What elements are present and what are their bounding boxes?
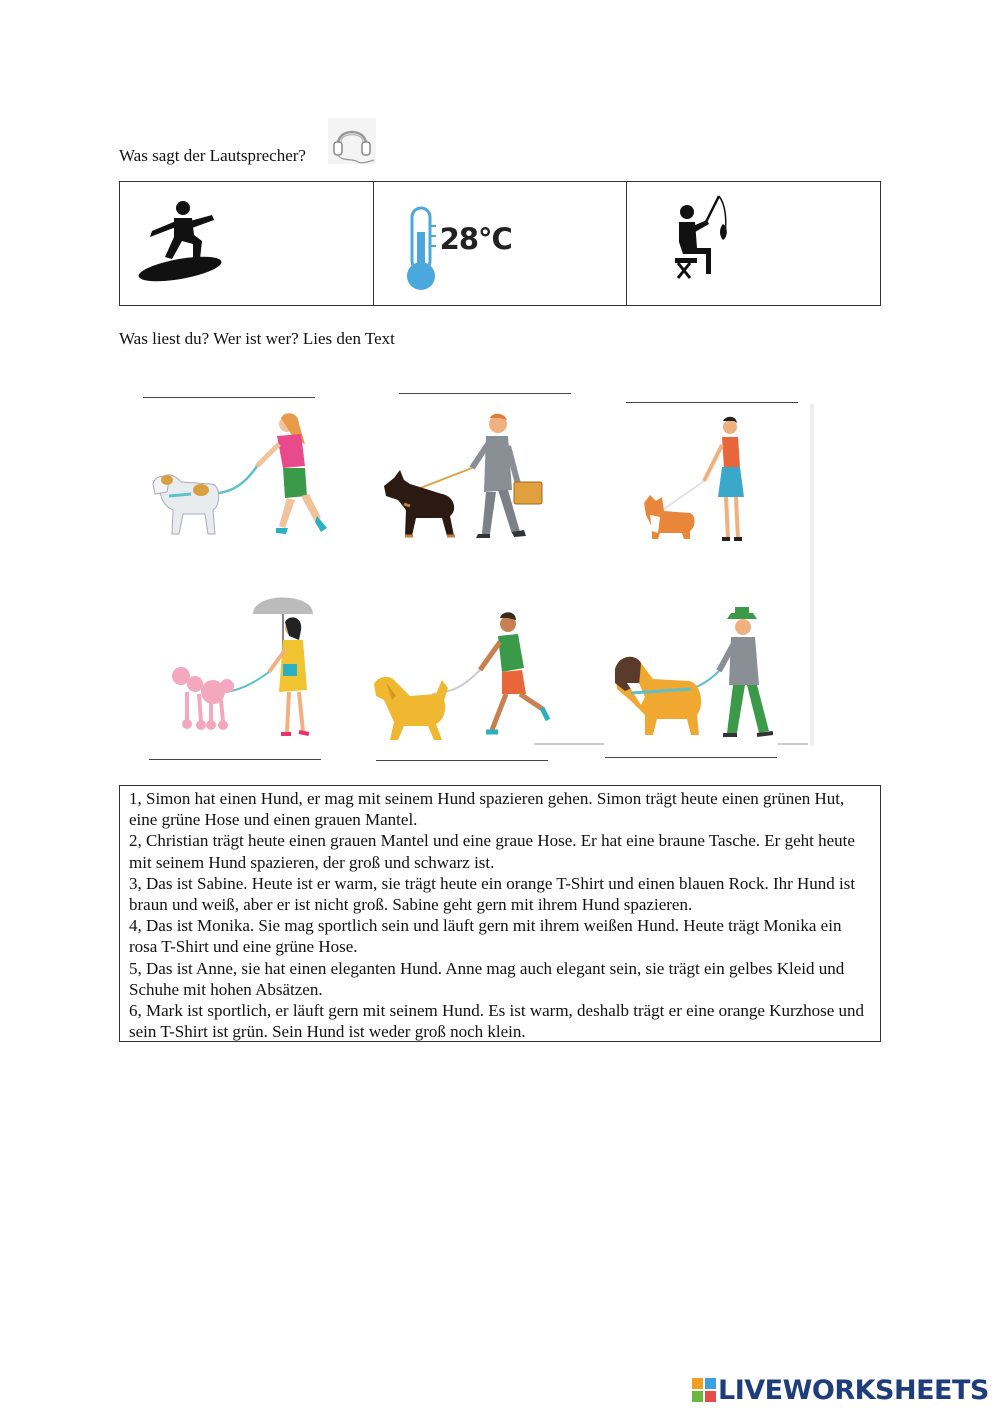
scene-woman-yellow-dress-poodle xyxy=(165,580,325,745)
scene-man-green-hat-collie xyxy=(605,605,790,745)
reading-heading: Was liest du? Wer ist wer? Lies den Text xyxy=(119,329,395,348)
answer-line-5[interactable] xyxy=(376,760,548,761)
liveworksheets-logo-icon xyxy=(692,1378,716,1402)
reading-text-box xyxy=(119,785,881,1042)
thermometer-icon xyxy=(402,206,442,292)
angler-icon xyxy=(673,194,731,284)
text-paragraph-2: 2, Christian trägt heute einen grauen Mantel und eine graue Hose. Er hat eine braune Tasche. Er geht heute mit seinem Hund spazieren, der groß und schwarz ist. xyxy=(129,831,855,872)
scene-woman-orange-shirt-corgi xyxy=(640,415,760,545)
picture-frame-edge xyxy=(810,404,814,746)
text-paragraph-5: 5, Das ist Anne, sie hat einen eleganten Hund. Anne mag auch elegant sein, sie trägt ein gelbes Kleid und Schuhe mit hohen Absätzen. xyxy=(129,958,845,999)
answer-line-3[interactable] xyxy=(626,402,798,403)
listening-heading: Was sagt der Lautsprecher? xyxy=(119,146,306,165)
liveworksheets-brand[interactable] xyxy=(692,1374,989,1406)
icon-cell-surfing[interactable] xyxy=(120,182,374,305)
icon-cell-fishing[interactable] xyxy=(627,182,880,305)
scene-woman-pink-shirt-white-dog xyxy=(145,410,340,545)
headphones-icon[interactable] xyxy=(328,118,376,164)
brand-text: LIVEWORKSHEETS xyxy=(718,1374,989,1406)
icon-cell-temperature[interactable] xyxy=(374,182,628,305)
scene-runner-green-shirt-yellow-dog xyxy=(370,610,560,745)
text-paragraph-4: 4, Das ist Monika. Sie mag sportlich sein und läuft gern mit ihrem weißen Hund. Heute trägt Monika ein rosa T-Shirt und eine grüne Hose. xyxy=(129,916,842,957)
answer-line-4[interactable] xyxy=(149,759,321,760)
answer-line-2[interactable] xyxy=(399,393,571,394)
text-paragraph-3: 3, Das ist Sabine. Heute ist er warm, sie trägt heute ein orange T-Shirt und einen blauen Rock. Ihr Hund ist braun und weiß, aber er ist nicht groß. Sabine geht gern mit ihrem Hund spazieren. xyxy=(129,873,856,915)
text-paragraph-1: 1, Simon hat einen Hund, er mag mit seinem Hund spazieren gehen. Simon trägt heute einen grünen Hut, eine grüne Hose und einen grauen Mantel. xyxy=(129,789,845,830)
surfer-icon xyxy=(138,199,224,283)
scene-man-grey-coat-black-dog xyxy=(380,410,550,545)
answer-line-6[interactable] xyxy=(605,757,777,758)
icon-table xyxy=(119,181,881,306)
answer-line-1[interactable] xyxy=(143,397,315,398)
temperature-label: 28°C xyxy=(439,222,512,256)
text-paragraph-6: 6, Mark ist sportlich, er läuft gern mit seinem Hund. Es ist warm, deshalb trägt er eine orange Kurzhose und sein T-Shirt ist grün. Sein Hund ist weder groß noch klein. xyxy=(129,1001,865,1042)
